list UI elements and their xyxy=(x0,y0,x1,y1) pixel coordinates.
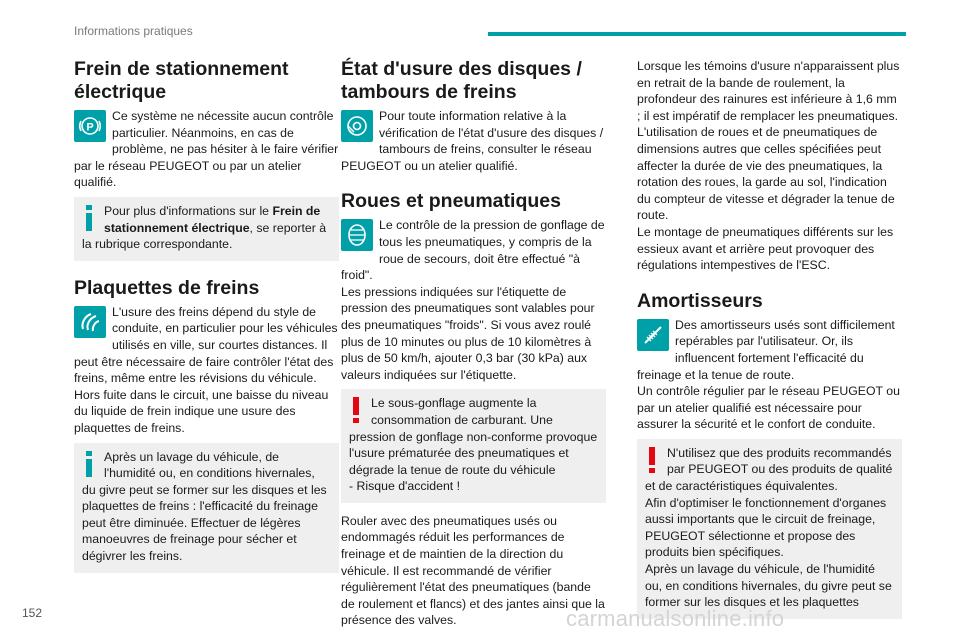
page-number: 152 xyxy=(22,606,43,620)
disc-wear-text: Pour toute information relative à la vérification de l'état d'usure des disques / tambours de freins, consulter le réseau PEUGEOT ou un atelier qualifié. xyxy=(341,109,604,173)
products-warning-text-1: N'utilisez que des produits recommandés par PEUGEOT ou des produits de qualité et de caractéristiques équivalentes. xyxy=(645,445,893,494)
info-icon xyxy=(82,205,96,235)
section-tyres xyxy=(341,217,606,383)
column-right xyxy=(637,58,902,629)
shock-absorbers-text-1: Des amortisseurs usés sont difficilement repérables par l'utilisateur. Or, ils influencent fortement l'efficacité du freinage et la tenue de route. xyxy=(637,317,895,382)
warning-icon xyxy=(349,397,363,427)
info-note-parking-brake xyxy=(74,197,339,261)
section-title-brake-pads: Plaquettes de freins xyxy=(74,276,260,299)
products-warning-text-2: Afin d'optimiser le fonctionnement d'organes aussi importants que le circuit de freinage, PEUGEOT sélectionne et propose des produits bien spécifiques. xyxy=(645,495,887,560)
running-header: Informations pratiques xyxy=(74,24,193,38)
shock-absorbers-text-2: Un contrôle régulier par le réseau PEUGEOT ou par un atelier qualifié est nécessaire pour assurer la sécurité et le confort de conduite. xyxy=(637,384,900,432)
brake-pads-text-1: L'usure des freins dépend du style de conduite, en particulier pour les véhicules utilisés en ville, sur courtes distances. Il peut être nécessaire de faire contrôler l'état des freins, même entre les révisions du véhicule. xyxy=(74,304,338,386)
parking-brake-icon xyxy=(74,110,106,142)
svg-text:P: P xyxy=(86,121,94,134)
tyres-text-3: Rouler avec des pneumatiques usés ou endommagés réduit les performances de freinage et de maintien de la direction du véhicule. Il est recommandé de vérifier régulièrement l'état des pneumatiques (bande de roulement et flancs) et des jantes ainsi que la présence des valves. xyxy=(341,513,605,628)
tyres-mixed-text: Le montage de pneumatiques différents sur les essieux avant et arrière peut provoquer des régulations intempestives de l'ESC. xyxy=(637,224,894,273)
section-shock-absorbers xyxy=(637,317,902,433)
tyres-wear-text: Lorsque les témoins d'usure n'apparaissent plus en retrait de la bande de roulement, la profondeur des rainures est inférieure à 1,6 mm ; il est impératif de remplacer les pneumatiques. xyxy=(637,59,900,123)
column-middle xyxy=(341,58,606,629)
note-text-pre: Pour plus d'informations sur le xyxy=(104,203,273,218)
header-accent-bar xyxy=(488,32,906,36)
section-parking-brake xyxy=(74,108,339,191)
section-disc-wear xyxy=(341,108,606,174)
tyres-text-2: Les pressions indiquées sur l'étiquette de pression des pneumatiques sont valables pour des pneumatiques "froids". Si vous avez roulé plus de 10 minutes ou plus de 10 kilomètres à plus de 50 km/h, ajouter 0,3 bar (30 kPa) aux valeurs indiquées sur l'étiquette. xyxy=(341,284,595,382)
brake-pads-text-2: Hors fuite dans le circuit, une baisse du niveau du liquide de frein indique une usure des plaquettes de freins. xyxy=(74,387,329,435)
section-title-disc-wear: État d'usure des disques / tambours de freins xyxy=(341,58,582,103)
section-title-shock-absorbers: Amortisseurs xyxy=(637,289,763,312)
wheel-tyre-icon xyxy=(341,219,373,251)
parking-brake-text: Ce système ne nécessite aucun contrôle particulier. Néanmoins, en cas de problème, ne pas hésiter à le faire vérifier par le réseau PEUGEOT ou par un atelier qualifié. xyxy=(74,109,339,190)
tyres-dimensions-text: L'utilisation de roues et de pneumatiques de dimensions autres que celles spécifiées peut affecter la durée de vie des pneumatiques, la rotation des roues, la garde au sol, l'indication du compteur de vitesse et dégrader la tenue de route. xyxy=(637,125,895,223)
warning-note-products xyxy=(637,439,902,619)
products-warning-text-3: Après un lavage du véhicule, de l'humidité ou, en conditions hivernales, du givre peut se former sur les disques et les plaquettes xyxy=(645,562,892,610)
note-link-bold: Frein de stationnement électrique xyxy=(104,203,321,235)
info-note-brake-pads xyxy=(74,443,339,573)
tyres-warning-text-2: - Risque d'accident ! xyxy=(349,479,461,494)
brake-pads-note-text: Après un lavage du véhicule, de l'humidité ou, en conditions hivernales, du givre peut se former sur les disques et les plaquettes de freins : l'efficacité du freinage peut être diminuée. Effectuer de légères manoeuvres de freinage pour sécher et dégivrer les freins. xyxy=(82,449,327,564)
warning-note-tyres xyxy=(341,389,606,503)
shock-absorber-icon xyxy=(637,319,669,351)
info-icon xyxy=(82,451,96,481)
note-text-post: , se reporter à la rubrique correspondante. xyxy=(82,220,327,252)
tyres-warning-text-1: Le sous-gonflage augmente la consommation de carburant. Une pression de gonflage non-conforme provoque l'usure prématurée des pneumatiques et dégrade la tenue de route du véhicule xyxy=(349,396,598,477)
column-left xyxy=(74,58,339,583)
watermark: carmanualsonline.info xyxy=(566,606,785,631)
brake-disc-icon xyxy=(341,110,373,142)
section-brake-pads xyxy=(74,304,339,437)
brake-pads-icon xyxy=(74,306,106,338)
section-title-parking-brake: Frein de stationnement électrique xyxy=(74,58,289,103)
tyres-text-1: Le contrôle de la pression de gonflage de tous les pneumatiques, y compris de la roue de secours, doit être effectué "à froid". xyxy=(341,218,605,283)
warning-icon xyxy=(645,447,659,477)
section-title-tyres: Roues et pneumatiques xyxy=(341,190,561,213)
